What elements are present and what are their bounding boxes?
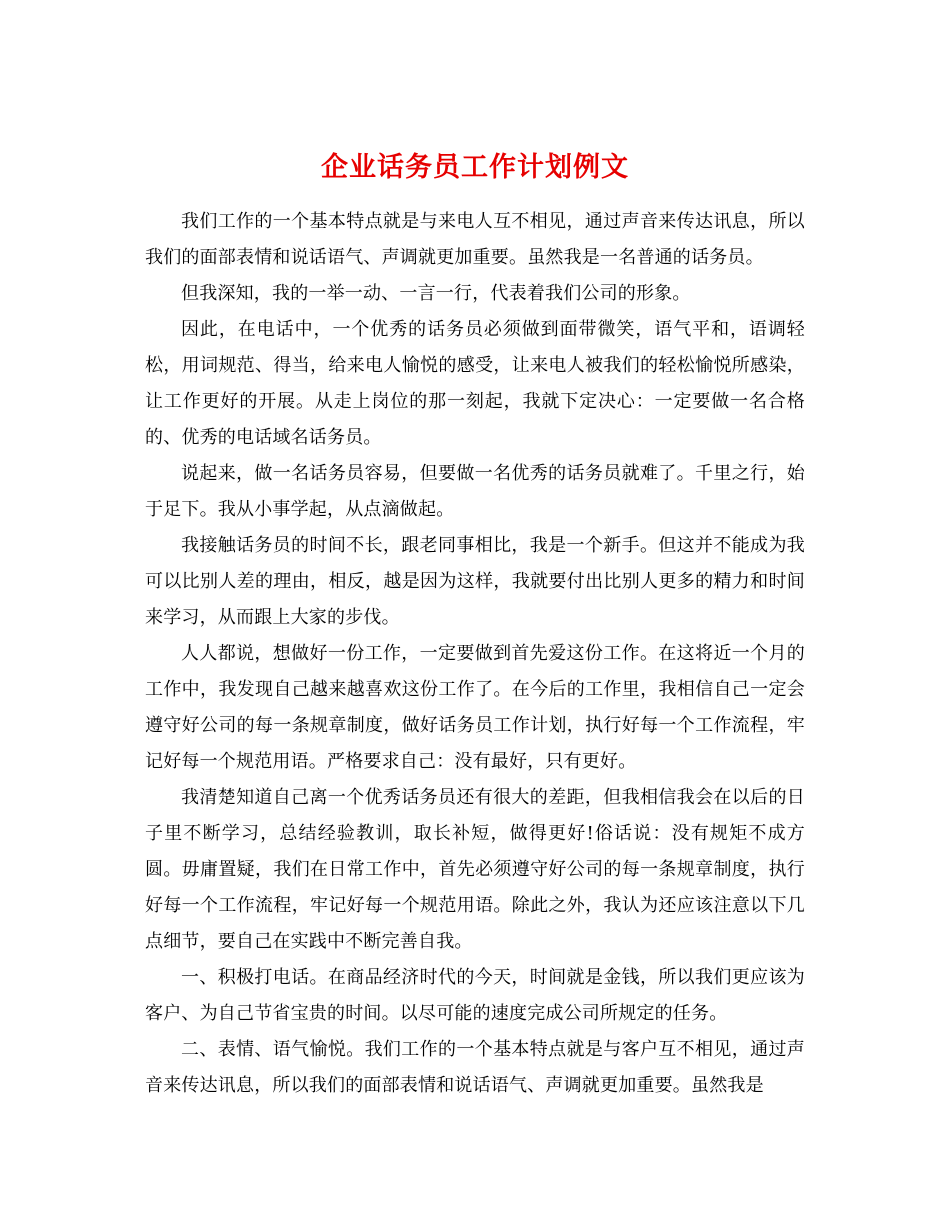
paragraph: 我接触话务员的时间不长，跟老同事相比，我是一个新手。但这并不能成为我可以比别人差的理由，相反，越是因为这样，我就要付出比别人更多的精力和时间来学习，从而跟上大家的步伐。: [145, 535, 805, 628]
paragraph: 人人都说，想做好一份工作，一定要做到首先爱这份工作。在这将近一个月的工作中，我发现自己越来越喜欢这份工作了。在今后的工作里，我相信自己一定会遵守好公司的每一条规章制度，做好话务员工作计划，执行好每一个工作流程，牢记好每一个规范用语。严格要求自己：没有最好，只有更好。: [145, 643, 805, 772]
paragraph: 因此，在电话中，一个优秀的话务员必须做到面带微笑，语气平和，语调轻松，用词规范、得当，给来电人愉悦的感受，让来电人被我们的轻松愉悦所感染，让工作更好的开展。从走上岗位的那一刻起，我就下定决心：一定要做一名合格的、优秀的电话域名话务员。: [145, 319, 805, 448]
paragraph: 但我深知，我的一举一动、一言一行，代表着我们公司的形象。: [181, 283, 691, 304]
paragraph: 一、积极打电话。在商品经济时代的今天，时间就是金钱，所以我们更应该为客户、为自己节省宝贵的时间。以尽可能的速度完成公司所规定的任务。: [145, 967, 805, 1024]
document-body: [145, 204, 805, 1104]
paragraph: 说起来，做一名话务员容易，但要做一名优秀的话务员就难了。千里之行，始于足下。我从小事学起，从点滴做起。: [145, 463, 805, 520]
page-title: 企业话务员工作计划例文: [321, 152, 629, 184]
paragraph: 我们工作的一个基本特点就是与来电人互不相见，通过声音来传达讯息，所以我们的面部表情和说话语气、声调就更加重要。虽然我是一名普通的话务员。: [145, 211, 805, 268]
paragraph: 我清楚知道自己离一个优秀话务员还有很大的差距，但我相信我会在以后的日子里不断学习，总结经验教训，取长补短，做得更好!俗话说：没有规矩不成方圆。毋庸置疑，我们在日常工作中，首先必须遵守好公司的每一条规章制度，执行好每一个工作流程，牢记好每一个规范用语。除此之外，我认为还应该注意以下几点细节，要自己在实践中不断完善自我。: [145, 787, 805, 952]
paragraph: 二、表情、语气愉悦。我们工作的一个基本特点就是与客户互不相见，通过声音来传达讯息，所以我们的面部表情和说话语气、声调就更加重要。虽然我是: [145, 1039, 805, 1096]
